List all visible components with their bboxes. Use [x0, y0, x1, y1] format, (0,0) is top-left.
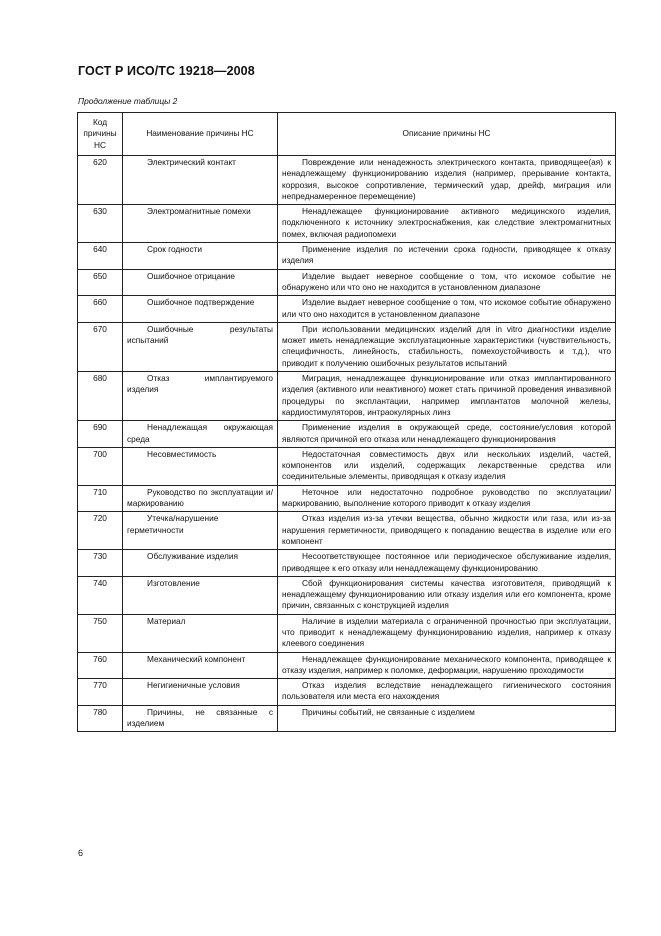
cause-code: 650	[78, 269, 123, 296]
cause-name-cell	[123, 447, 278, 485]
table-row	[78, 485, 616, 512]
cause-name-cell	[123, 243, 278, 270]
cause-name-cell	[123, 296, 278, 323]
cause-description: Применение изделия по истечении срока годности, приводящее к отказу изделия	[282, 244, 611, 266]
causes-table	[77, 112, 616, 732]
cause-description-cell	[278, 485, 616, 512]
document-title: ГОСТ Р ИСО/ТС 19218—2008	[78, 64, 255, 78]
cause-description-cell	[278, 705, 616, 732]
cause-description: Ненадлежащее функционирование активного медицинского изделия, подключенного к источнику электроснабжения, как следствие электромагнитных помех, включая радиопомехи	[282, 206, 611, 239]
cause-name-cell	[123, 679, 278, 706]
cause-name: Механический компонент	[147, 653, 246, 664]
table-row	[78, 652, 616, 679]
cause-code: 690	[78, 421, 123, 448]
cause-code: 780	[78, 705, 123, 732]
table-row	[78, 447, 616, 485]
column-header-code: Код причины НС	[78, 113, 123, 156]
cause-description: Ненадлежащее функционирование механического компонента, приводящее к отказу изделия, например к поломке, деформации, нарушению проходимости	[282, 653, 611, 675]
table-row	[78, 322, 616, 371]
cause-code: 620	[78, 156, 123, 205]
cause-name: Ошибочное отрицание	[147, 270, 236, 281]
cause-description-cell	[278, 322, 616, 371]
cause-name: Электрический контакт	[147, 157, 236, 167]
cause-description-cell	[278, 421, 616, 448]
page-number: 6	[78, 848, 84, 858]
cause-description: Наличие в изделии материала с ограниченной прочностью при эксплуатации, что приводит к ненадлежащему функционированию изделия, например к отказу клеевого соединения	[282, 615, 611, 649]
cause-name-cell	[123, 156, 278, 205]
cause-name: Ненадлежащая окружающая среда	[127, 422, 273, 444]
cause-name-cell	[123, 550, 278, 577]
cause-name: Срок годности	[147, 244, 203, 255]
cause-description: Сбой функционирования системы качества изготовителя, приводящий к ненадлежащему функционированию или отказу изделия или его компонента, кроме причин, связанных с конструкцией изделия	[282, 577, 611, 611]
column-header-name: Наименование причины НС	[123, 113, 278, 156]
table-row	[78, 614, 616, 652]
cause-name-cell	[123, 205, 278, 243]
cause-name: Отказ имплантируемого изделия	[127, 373, 273, 395]
table-row	[78, 296, 616, 323]
cause-name-cell	[123, 576, 278, 614]
table-row	[78, 679, 616, 706]
cause-name: Негигиеничные условия	[147, 680, 240, 691]
cause-code: 710	[78, 485, 123, 512]
cause-name-cell	[123, 372, 278, 421]
cause-code: 660	[78, 296, 123, 323]
cause-description-cell	[278, 614, 616, 652]
cause-name: Руководство по эксплуатации и/маркированию	[127, 486, 273, 509]
cause-description-cell	[278, 205, 616, 243]
cause-name: Обслуживание изделия	[147, 551, 238, 562]
cause-description: Несоответствующее постоянное или периодическое обслуживание изделия, приводящее к его отказу или ненадлежащему функционированию	[282, 551, 611, 573]
cause-description: Неточное или недостаточно подробное руководство по эксплуатации/маркированию, выполнение которого приводит к отказу изделия	[282, 486, 611, 509]
cause-code: 680	[78, 372, 123, 421]
cause-code: 720	[78, 512, 123, 550]
table-row	[78, 243, 616, 270]
cause-description: Причины событий, не связанные с изделием	[302, 706, 475, 717]
cause-description: Изделие выдает неверное сообщение о том, что искомое событие обнаружено или что оно находится в установленном диапазоне	[282, 297, 611, 319]
cause-name: Причины, не связанные с изделием	[127, 706, 273, 729]
table-row	[78, 372, 616, 421]
cause-name: Электромагнитные помехи	[147, 206, 251, 217]
cause-description: Недостаточная совместимость двух или нескольких изделий, частей, компонентов или изделий, содержащих лекарственные средства или соединительные элементы, приводящая к отказу изделия	[282, 448, 611, 482]
cause-description-cell	[278, 372, 616, 421]
cause-description-cell	[278, 156, 616, 205]
cause-name-cell	[123, 512, 278, 550]
cause-description-cell	[278, 576, 616, 614]
cause-name-cell	[123, 705, 278, 732]
cause-code: 700	[78, 447, 123, 485]
table-row	[78, 512, 616, 550]
cause-description: Отказ изделия вследствие ненадлежащего гигиенического состояния пользователя или места его нахождения	[282, 680, 611, 702]
cause-description-cell	[278, 447, 616, 485]
cause-description-cell	[278, 679, 616, 706]
cause-name: Ошибочные результаты испытаний	[127, 323, 273, 346]
cause-name-cell	[123, 322, 278, 371]
table-body	[78, 156, 616, 732]
cause-name: Материал	[147, 615, 186, 626]
column-header-description: Описание причины НС	[278, 113, 616, 156]
table-continuation-label: Продолжение таблицы 2	[78, 96, 178, 106]
table-header-row	[78, 113, 616, 156]
cause-name-cell	[123, 269, 278, 296]
cause-code: 670	[78, 322, 123, 371]
table-row	[78, 156, 616, 205]
table-row	[78, 421, 616, 448]
cause-code: 730	[78, 550, 123, 577]
cause-description: Изделие выдает неверное сообщение о том, что искомое событие не обнаружено или что оно не находится в установленном диапазоне	[282, 270, 611, 292]
cause-code: 640	[78, 243, 123, 270]
cause-name: Ошибочное подтверждение	[147, 297, 255, 308]
cause-description-cell	[278, 269, 616, 296]
cause-name: Утечка/нарушение герметичности	[127, 513, 219, 535]
cause-code: 740	[78, 576, 123, 614]
cause-description-cell	[278, 652, 616, 679]
cause-description: Применение изделия в окружающей среде, состояние/условия которой являются причиной его отказа или ненадлежащего функционирования	[282, 422, 611, 444]
cause-code: 750	[78, 614, 123, 652]
cause-name-cell	[123, 485, 278, 512]
cause-description-cell	[278, 296, 616, 323]
cause-description: Повреждение или ненадежность электрического контакта, приводящее(ая) к ненадлежащему функционированию изделия (например, прерывание контакта, коррозия, высокое сопротивление, термический удар, дрейф, миграция или непреднамеренное перемещение)	[282, 157, 611, 201]
cause-description-cell	[278, 243, 616, 270]
table-row	[78, 550, 616, 577]
cause-code: 630	[78, 205, 123, 243]
cause-description: При использовании медицинских изделий для in vitro диагностики изделие может иметь ненадлежащие эксплуатационные характеристики (чувствительность, специфичность, линейность, стабильность, помехоустойчивость и т.д.), что приводит к получению ошибочных результатов испытаний	[282, 323, 611, 368]
cause-code: 770	[78, 679, 123, 706]
cause-name-cell	[123, 421, 278, 448]
table-row	[78, 705, 616, 732]
cause-description-cell	[278, 550, 616, 577]
cause-name-cell	[123, 614, 278, 652]
cause-description: Отказ изделия из-за утечки вещества, обычно жидкости или газа, или из-за нарушения герметичности, приводящего к попаданию вещества в изделие или его компонент	[282, 513, 611, 546]
cause-description: Миграция, ненадлежащее функционирование или отказ имплантированного изделия (активного или неактивного) может стать причиной проведения инвазивной процедуры по эксплантации, например имплантатов молочной железы, кардиостимуляторов, интраокулярных линз	[282, 373, 611, 417]
cause-name: Изготовление	[147, 577, 200, 588]
cause-name: Несовместимость	[147, 448, 217, 459]
cause-code: 760	[78, 652, 123, 679]
cause-description-cell	[278, 512, 616, 550]
table-row	[78, 269, 616, 296]
cause-name-cell	[123, 652, 278, 679]
table-row	[78, 205, 616, 243]
table-row	[78, 576, 616, 614]
